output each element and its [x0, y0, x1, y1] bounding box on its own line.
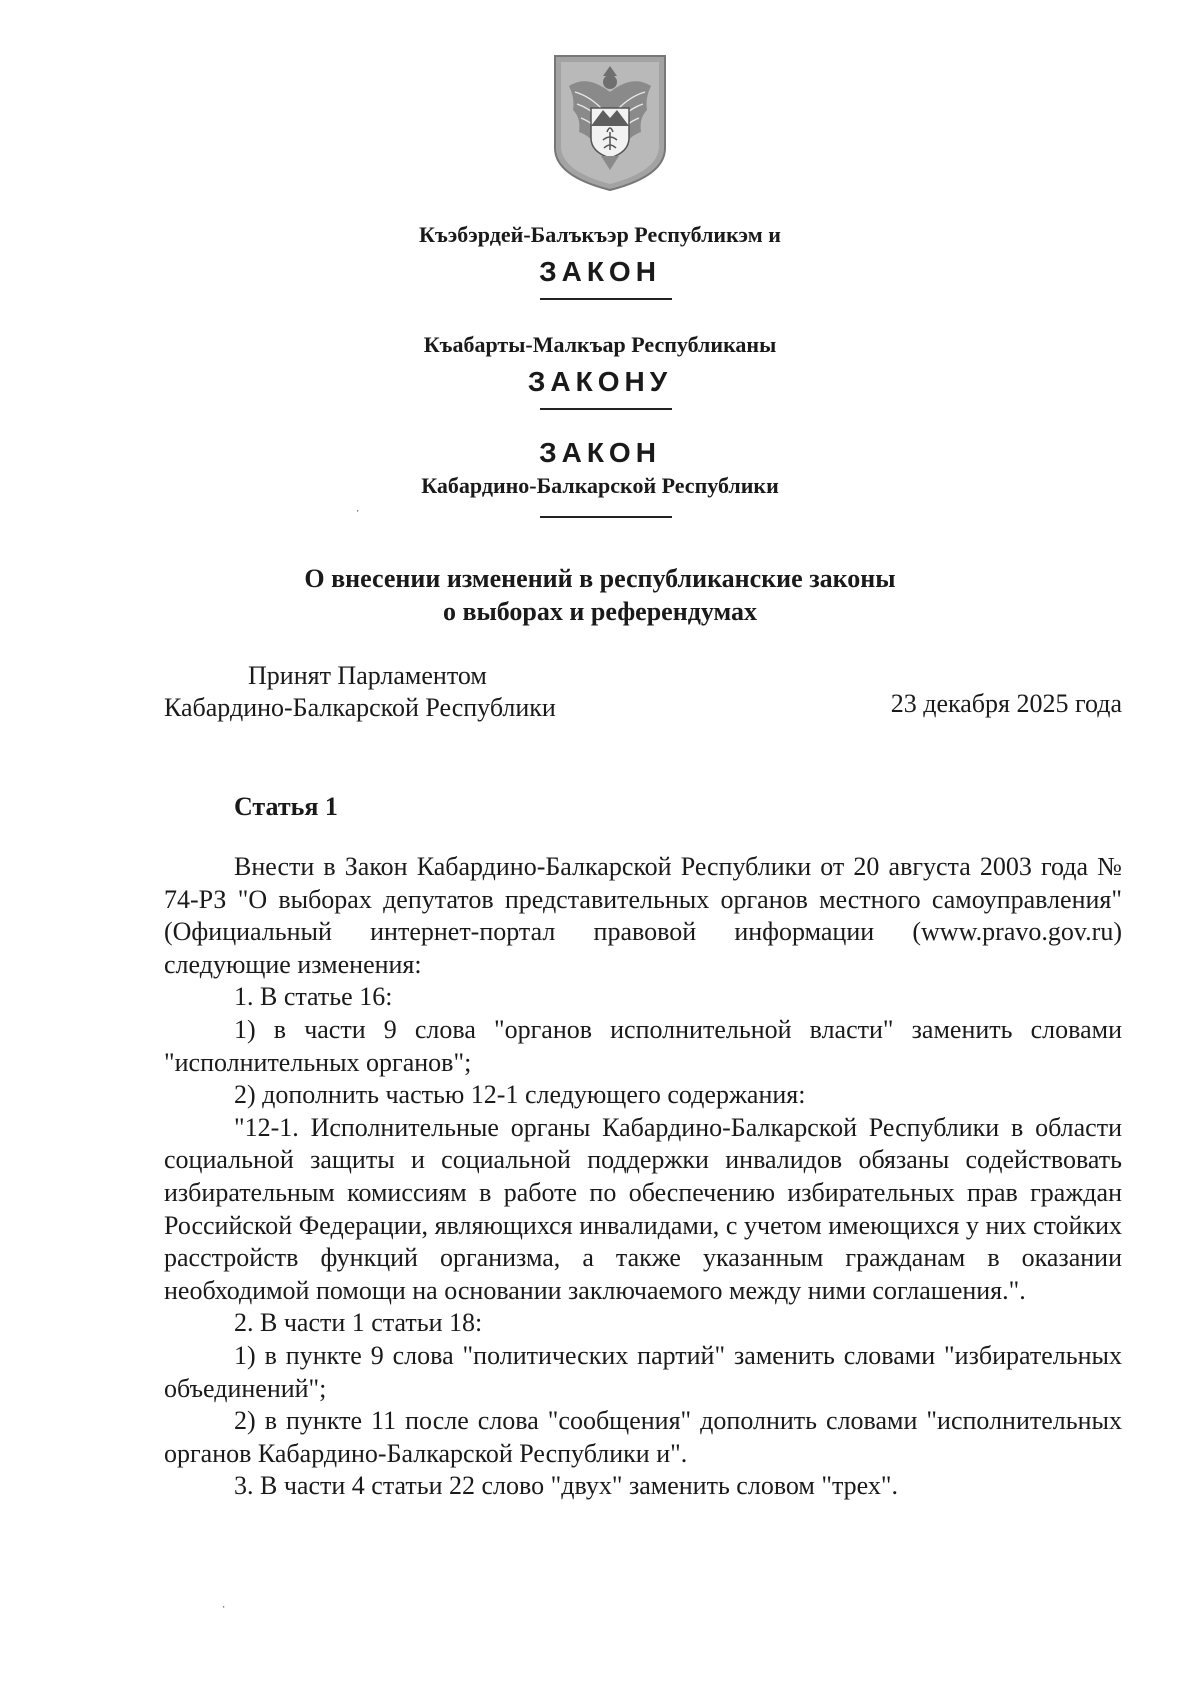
paragraph: 2) дополнить частью 12-1 следующего содержания: — [234, 1080, 806, 1110]
scan-speck: ⸱ — [222, 1600, 226, 1614]
header-russian-title: ЗАКОН — [539, 437, 661, 468]
header-balkar-title: ЗАКОНУ — [527, 366, 673, 397]
coat-of-arms-eagle-icon — [551, 52, 669, 192]
article-body — [164, 851, 1122, 1503]
header-balkar-line: Къабарты-Малкъар Республиканы — [423, 332, 777, 357]
divider-2 — [540, 408, 672, 410]
header-kabardian-title: ЗАКОН — [539, 256, 661, 287]
law-title-line-1: О внесении изменений в республиканские законы — [304, 564, 896, 593]
header-russian-line: Кабардино-Балкарской Республики — [421, 473, 779, 498]
paragraph: 2) в пункте 11 после слова "сообщения" дополнить словами "исполнительных органов Кабардино-Балкарской Республики и". — [164, 1406, 1122, 1468]
paragraph: 1) в пункте 9 слова "политических партий" заменить словами "избирательных объединений"; — [164, 1340, 1122, 1403]
divider-1 — [540, 298, 672, 300]
paragraph: "12-1. Исполнительные органы Кабардино-Балкарской Республики в области социальной защиты и социальной поддержки инвалидов обязаны содействовать избирательным комиссиям в работе по обеспечению избирательных прав граждан Российской Федерации, являющихся инвалидами, с учетом имеющихся у них стойких расстройств функций организма, а также указанным гражданам в оказании необходимой помощи на основании заключаемого между ними соглашения.". — [164, 1112, 1122, 1305]
paragraph: Внести в Закон Кабардино-Балкарской Республики от 20 августа 2003 года № 74-РЗ "О выборах депутатов представительных органов местного самоуправления" (Официальный интернет-портал правовой информации (www.pravo.gov.ru) следующие изменения: — [164, 852, 1122, 979]
article-heading: Статья 1 — [234, 792, 338, 821]
adoption-line-2: Кабардино-Балкарской Республики — [164, 693, 556, 722]
header-kabardian-line: Къэбэрдей-Балъкъэр Республикэм и — [419, 222, 781, 247]
paragraph: 3. В части 4 статьи 22 слово "двух" заменить словом "трех". — [234, 1471, 898, 1501]
divider-3 — [540, 516, 672, 518]
adoption-line-1: Принят Парламентом — [248, 661, 487, 690]
paragraph: 1) в части 9 слова "органов исполнительной власти" заменить словами "исполнительных органов"; — [164, 1014, 1122, 1077]
scan-speck: ⸱ — [356, 504, 360, 518]
paragraph: 2. В части 1 статьи 18: — [234, 1308, 483, 1338]
law-title-line-2: о выборах и референдумах — [442, 597, 758, 626]
paragraph: 1. В статье 16: — [234, 982, 393, 1012]
adoption-date: 23 декабря 2025 года — [890, 689, 1122, 718]
